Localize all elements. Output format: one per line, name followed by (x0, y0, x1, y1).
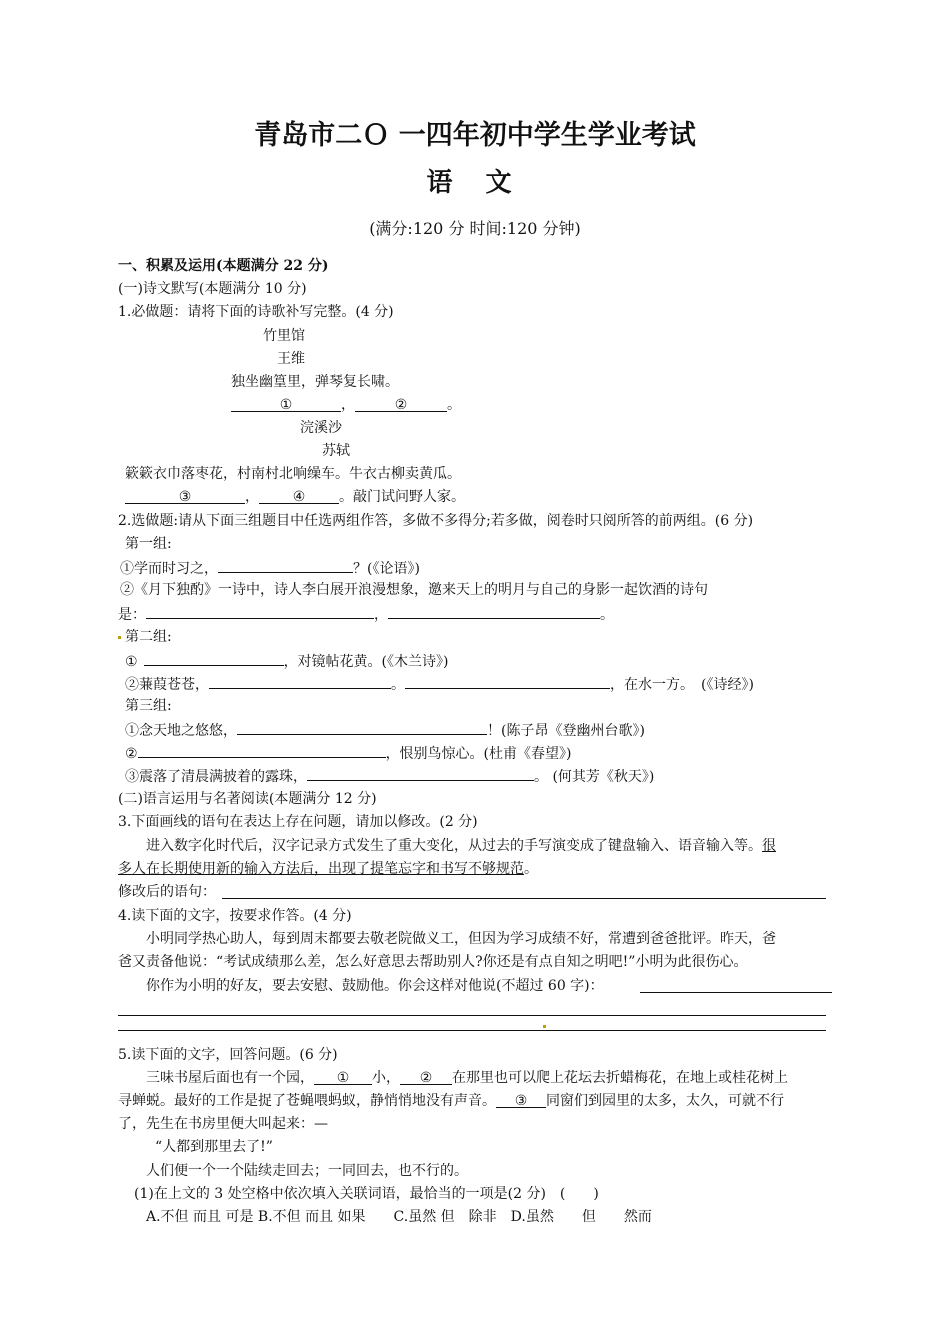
q3-answer-line[interactable] (222, 898, 826, 899)
poem2-author: 苏轼 (322, 443, 350, 459)
g3-b-num: ② (125, 746, 138, 762)
scan-dot (543, 1025, 546, 1028)
g1-a-text: ①学而时习之， (120, 561, 218, 577)
blank-3[interactable]: ③ (125, 488, 245, 504)
poem2-title: 浣溪沙 (300, 420, 342, 436)
section-heading: 一、积累及运用(本题满分 22 分) (118, 258, 329, 274)
q2-prompt: 2.选做题:请从下面三组题目中任选两组作答，多做不多得分;若多做，阅卷时只阅所答的前两组。(6 分) (118, 513, 754, 529)
q5-prompt: 5.读下面的文字，回答问题。(6 分) (118, 1047, 338, 1063)
q5-sub1-prompt: (1)在上文的 3 处空格中依次填入关联词语，最恰当的一项是(2 分) ( ) (134, 1186, 599, 1202)
q4-para1-line2: 爸又责备他说：“考试成绩那么差，怎么好意思去帮助别人?你还是有点自知之明吧!”小明为此很伤心。 (118, 954, 748, 970)
g2-b-blank-2[interactable] (405, 673, 610, 689)
g1-a-blank[interactable] (218, 557, 353, 573)
q3-underlined-start: 很 (762, 838, 776, 854)
q1-prompt: 1.必做题：请将下面的诗歌补写完整。(4 分) (118, 304, 394, 320)
q3-answer-label: 修改后的语句： (118, 884, 216, 900)
q5-line1 (146, 1068, 788, 1088)
g2-a-text: ，对镜帖花黄。(《木兰诗》) (283, 654, 449, 670)
poem1-line2 (231, 395, 461, 415)
q3-underlined-sentence: 多人在长期使用新的输入方法后，出现了提笔忘字和书写不够规范 (118, 861, 524, 877)
g2-b-source: ，在水一方。 (《诗经》) (610, 677, 754, 693)
scan-dot (118, 636, 121, 639)
q3-para-line2 (118, 859, 538, 879)
poem1-line1: 独坐幽篁里，弹琴复长啸。 (231, 374, 399, 390)
blank-4[interactable]: ④ (259, 488, 339, 504)
g2-b-text: ②蒹葭苍苍， (125, 677, 209, 693)
q5-text: 小， (372, 1070, 400, 1086)
q4-prompt: 4.读下面的文字，按要求作答。(4 分) (118, 908, 352, 924)
q5-blank-1[interactable]: ① (314, 1069, 372, 1085)
q5-text: 寻蝉蜕。最好的工作是捉了苍蝇喂蚂蚁，静悄悄地没有声音。 (118, 1093, 496, 1109)
exam-title: 青岛市二Ｏ 一四年初中学生学业考试 (254, 120, 696, 151)
poem2-line1: 簌簌衣巾落枣花，村南村北响缲车。牛衣古柳卖黄瓜。 (125, 466, 461, 482)
poem1-title: 竹里馆 (263, 328, 305, 344)
q5-quote: “人都到那里去了!” (155, 1139, 273, 1155)
g3-c-source: 。 (何其芳《秋天》) (534, 769, 655, 785)
g2-a-blank[interactable] (144, 650, 284, 666)
g1-b-line2 (118, 603, 614, 625)
poem2-line2 (125, 487, 465, 507)
blank-2[interactable]: ② (355, 396, 447, 412)
poem1-author: 王维 (277, 351, 305, 367)
q5-blank-3[interactable]: ③ (496, 1092, 546, 1108)
g3-b-text: ，恨别鸟惊心。(杜甫《春望》) (385, 746, 572, 762)
q4-para1-line1: 小明同学热心助人，每到周末都要去敬老院做义工，但因为学习成绩不好，常遭到爸爸批评。昨天，爸 (146, 931, 776, 947)
q5-text: 在那里也可以爬上花坛去折蜡梅花，在地上或桂花树上 (452, 1070, 788, 1086)
period: 。 (524, 861, 538, 877)
g2-b (125, 673, 754, 695)
g1-b-blank-1[interactable] (146, 603, 374, 619)
q5-blank-2[interactable]: ② (400, 1069, 452, 1085)
g2-a-num: ① (125, 654, 138, 670)
q4-para2: 你作为小明的好友，要去安慰、鼓励他。你会这样对他说(不超过 60 字)： (146, 978, 604, 994)
g1-b-blank-2[interactable] (388, 603, 600, 619)
q3-para-line1 (146, 836, 776, 856)
q5-sub1-options: A.不但 而且 可是 B.不但 而且 如果 C.虽然 但 除非 D.虽然 但 然而 (146, 1209, 652, 1225)
period: 。 (600, 607, 614, 623)
g3-a-text: ①念天地之悠悠， (125, 723, 237, 739)
g3-c-blank[interactable] (307, 765, 534, 781)
period: 。 (391, 677, 405, 693)
poem2-line2-end: 。敲门试问野人家。 (339, 489, 465, 505)
q4-answer-line-3[interactable] (118, 1030, 826, 1031)
exam-meta: (满分:120 分 时间:120 分钟) (369, 219, 581, 238)
q5-text: 同窗们到园里的太多，太久，可就不行 (546, 1093, 784, 1109)
period: 。 (447, 397, 461, 413)
subsection-poetry: (一)诗文默写(本题满分 10 分) (118, 281, 307, 297)
g3-c (125, 765, 654, 787)
g3-b (125, 742, 572, 764)
g2-b-blank-1[interactable] (209, 673, 391, 689)
subsection-language: (二)语言运用与名著阅读(本题满分 12 分) (118, 791, 377, 807)
g3-c-text: ③震落了清晨满披着的露珠， (125, 769, 307, 785)
q4-answer-line-2[interactable] (118, 1015, 826, 1016)
q5-line5: 人们便一个一个陆续走回去；一同回去，也不行的。 (146, 1163, 468, 1179)
comma: ， (374, 607, 388, 623)
g3-a (125, 719, 645, 741)
g3-a-source: ！(陈子昂《登幽州台歌》) (487, 723, 645, 739)
q4-answer-line-1[interactable] (640, 992, 832, 993)
q3-para-text: 进入数字化时代后，汉字记录方式发生了重大变化，从过去的手写演变成了键盘输入、语音输入等。 (146, 838, 762, 854)
g3-a-blank[interactable] (237, 719, 487, 735)
separator: ， (341, 397, 355, 413)
g1-b-line1: ②《月下独酌》一诗中，诗人李白展开浪漫想象，邀来天上的明月与自己的身影一起饮酒的诗句 (120, 582, 708, 598)
group2-label: 第二组: (125, 629, 172, 645)
blank-1[interactable]: ① (231, 396, 341, 412)
group3-label: 第三组: (125, 698, 172, 714)
g2-a (125, 650, 449, 672)
g1-a-source: ？(《论语》) (353, 561, 420, 577)
subject-title: 语 文 (426, 168, 524, 198)
q3-prompt: 3.下面画线的语句在表达上存在问题，请加以修改。(2 分) (118, 814, 478, 830)
q5-line2 (118, 1091, 784, 1111)
group1-label: 第一组: (125, 536, 172, 552)
q5-line3: 了，先生在书房里便大叫起来：— (118, 1116, 328, 1132)
separator: ， (245, 489, 259, 505)
g1-b-text: 是： (118, 607, 146, 623)
g1-a (120, 557, 420, 579)
q5-text: 三味书屋后面也有一个园， (146, 1070, 314, 1086)
g3-b-blank[interactable] (138, 742, 386, 758)
